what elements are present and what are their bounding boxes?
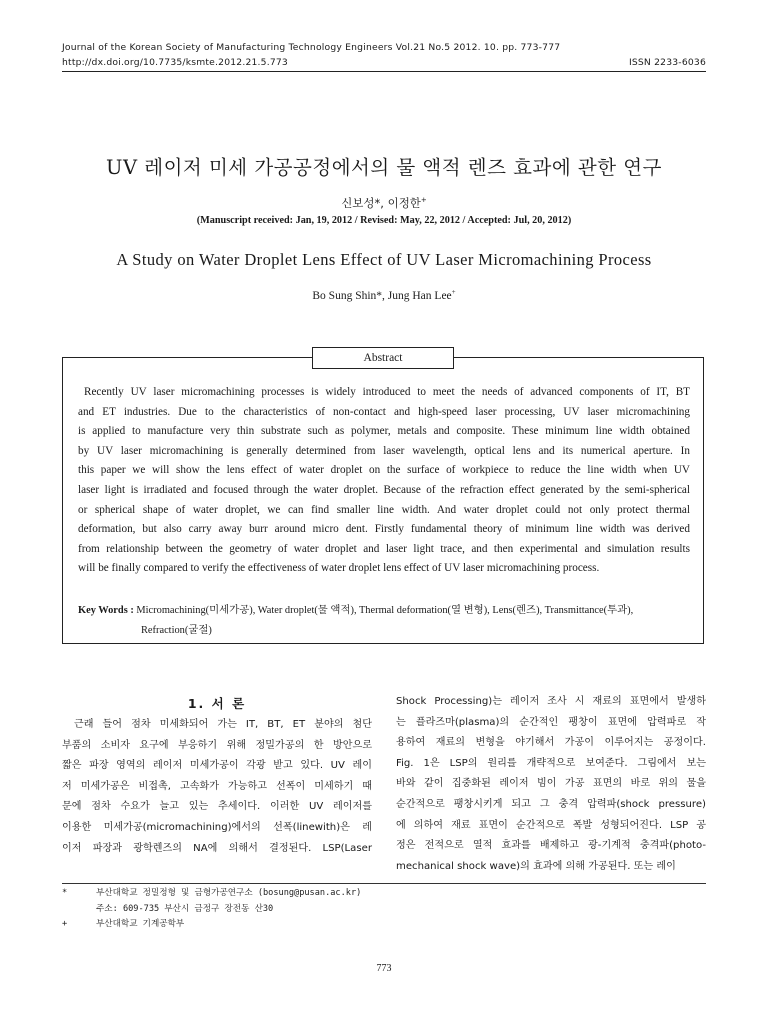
body-line: mechanical shock wave)의 효과에 의해 가공된다. 또는 레이 <box>396 860 676 872</box>
footnote <box>62 886 361 898</box>
body-line: 이저 파장과 광학렌즈의 NA에 의해서 결정된다. LSP(Laser <box>62 842 372 854</box>
body-line: 정은 전적으로 열적 효과를 배제하고 광-기계적 충격파(photo- <box>396 840 706 852</box>
body-left-column <box>62 715 372 859</box>
corresponding-author-mark: + <box>420 196 427 205</box>
keywords <box>78 601 690 640</box>
footnote-mark: + <box>62 919 68 929</box>
body-line: 부품의 소비자 요구에 부응하기 위해 정밀가공의 한 방안으로 <box>62 739 372 751</box>
abstract-line: is applied to manufacture very thin substrate such as polymer, metals and composite. These minimum line width obtained <box>78 425 690 438</box>
body-line: 순간적으로 팽창시키게 되고 그 충격 압력파(shock pressure) <box>396 798 706 810</box>
korean-authors <box>0 195 768 211</box>
body-right-column <box>396 692 706 877</box>
body-line: 근래 들어 점차 미세화되어 가는 IT, BT, ET 분야의 첨단 <box>74 719 372 730</box>
abstract-line: from relationship between the geometry of water droplet and laser light trace, and then experimental and simulation results <box>78 542 690 555</box>
korean-author-names: 신보성*, 이정한 <box>341 196 421 210</box>
body-line: 문에 점차 수요가 늘고 있는 추세이다. 이러한 UV 레이저를 <box>62 801 372 813</box>
body-line: 바와 같이 집중화된 레이저 빔이 가공 표면의 바로 위의 물을 <box>396 778 706 790</box>
abstract-line: laser light is irradiated and focused through the water droplet. Because of the refraction effect generated by the semi-spherical <box>78 483 690 496</box>
keywords-list: Micromachining(미세가공), Water droplet(물 액적), Thermal deformation(열 변형), Lens(렌즈), Transmittance(투과), <box>136 605 634 616</box>
body-line: 짧은 파장 영역의 레이저 미세가공이 각광 받고 있다. UV 레이 <box>62 760 372 772</box>
footnote-text: 주소: 609-735 부산시 금정구 장전동 산30 <box>96 904 274 914</box>
body-line: Shock Processing)는 레이저 조사 시 재료의 표면에서 발생하 <box>396 696 706 707</box>
keywords-list-continued: Refraction(굴절) <box>141 624 212 636</box>
issn-number: ISSN 2233-6036 <box>628 57 706 68</box>
body-line: 이용한 미세가공(micromachining)에서의 선폭(linewith)은 레 <box>62 821 372 833</box>
header-rule <box>62 71 706 72</box>
page-number: 773 <box>376 963 392 974</box>
body-line: Fig. 1은 LSP의 원리를 개략적으로 보여준다. 그림에서 보는 <box>396 757 706 769</box>
abstract-line: by UV laser micromachining is generally determined from laser wavelength, optical lens and its numerical aperture. In <box>78 444 690 457</box>
footnote-text: 부산대학교 정밀정형 및 금형가공연구소 (bosung@pusan.ac.kr) <box>96 888 362 898</box>
body-line: 용하여 재료의 변형을 야기해서 가공이 이루어지는 공정이다. <box>396 737 706 749</box>
abstract-line: this paper we will show the lens effect of water droplet on the surface of workpiece to reduce the line width when UV <box>78 464 690 477</box>
abstract-line: deformation, but also carry away burr around micro dent. Firstly fundamental theory of minimum line width was derived <box>78 523 690 536</box>
abstract-label: Abstract <box>312 347 454 369</box>
english-author-names: Bo Sung Shin*, Jung Han Lee <box>312 290 452 302</box>
doi-link[interactable]: http://dx.doi.org/10.7735/ksmte.2012.21.5.773 <box>62 57 288 68</box>
journal-header-line: Journal of the Korean Society of Manufacturing Technology Engineers Vol.21 No.5 2012. 10. pp. 773-777 <box>62 42 561 53</box>
manuscript-dates: (Manuscript received: Jan, 19, 2012 / Revised: May, 22, 2012 / Accepted: Jul, 20, 2012) <box>196 215 572 226</box>
abstract-line: Recently UV laser micromachining processes is widely introduced to meet the needs of advanced components of IT, BT <box>84 386 690 398</box>
abstract-text <box>78 383 690 579</box>
korean-title: UV 레이저 미세 가공공정에서의 물 액적 렌즈 효과에 관한 연구 <box>106 156 662 179</box>
keywords-label: Key Words : <box>78 605 134 616</box>
body-line: 에 의하여 재료 표면이 순간적으로 폭발 성형되어진다. LSP 공 <box>396 819 706 831</box>
english-title: A Study on Water Droplet Lens Effect of UV Laser Micromachining Process <box>116 250 652 269</box>
body-line: 는 플라즈마(plasma)의 순간적인 팽창이 표면에 압력파로 작 <box>396 716 706 728</box>
abstract-line: or spherical shape of water droplet, we can find smaller line width. And water droplet could not only protect thermal <box>78 503 690 516</box>
keywords-line <box>78 601 690 621</box>
abstract-line: and ET industries. Due to the characteristics of non-contact and high-speed laser processing, UV laser micromachining <box>78 405 690 418</box>
abstract-line: will be finally compared to verify the effectiveness of water droplet lens effect of UV laser micromachining process. <box>78 562 600 575</box>
footnote-text: 부산대학교 기계공학부 <box>96 919 185 929</box>
corresponding-author-mark-en: + <box>451 288 456 297</box>
footnote <box>62 902 273 914</box>
english-authors <box>0 290 768 302</box>
footnote <box>62 917 184 929</box>
body-line: 저 미세가공은 비접촉, 고속화가 가능하고 선폭이 미세하기 때 <box>62 780 372 792</box>
footnote-mark: * <box>62 888 68 898</box>
footnote-rule <box>62 883 706 884</box>
section-heading: 1. 서 론 <box>187 696 247 711</box>
